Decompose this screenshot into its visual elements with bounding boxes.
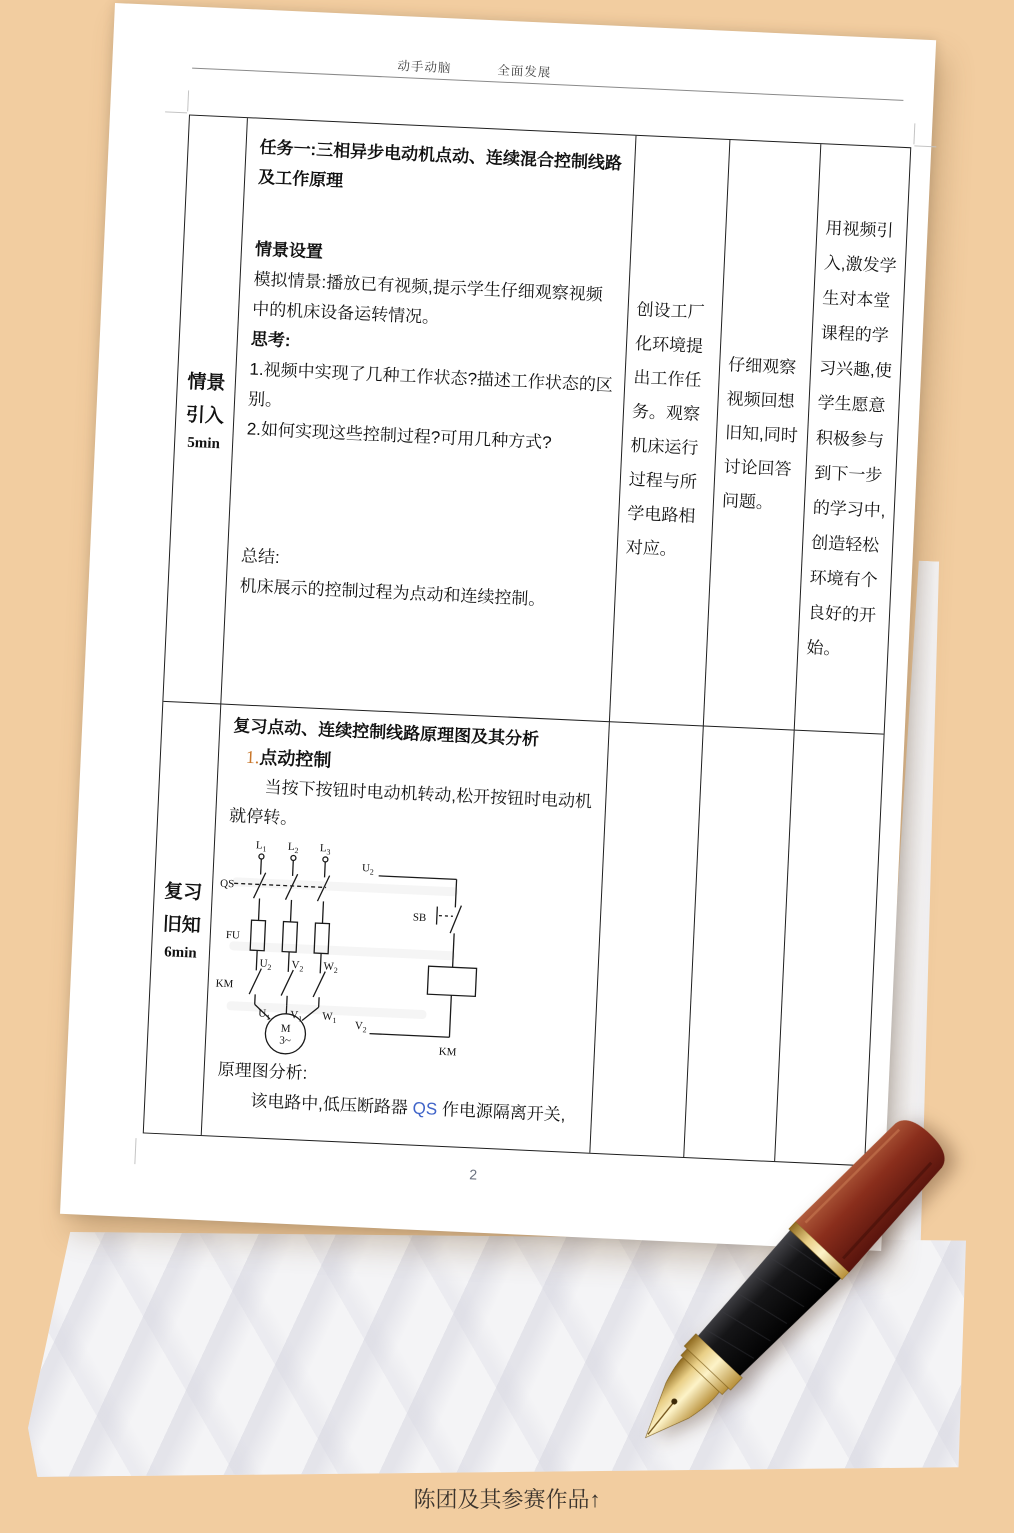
stage-label-text: 旧知 bbox=[162, 913, 202, 937]
svg-text:U2: $U_2$ bbox=[259, 957, 272, 973]
empty-cell bbox=[775, 731, 883, 1166]
review-heading: 复习点动、连续控制线路原理图及其分析 bbox=[232, 716, 540, 749]
document-page bbox=[60, 3, 936, 1251]
design-intent-text: 用视频引入,激发学生对本堂课程的学习兴趣,使学生愿意积极参与到下一步的学习中,创造轻松环境有个良好的开始。 bbox=[806, 217, 898, 659]
diagram-watermark bbox=[232, 877, 458, 896]
svg-text:KM: KM bbox=[438, 1045, 457, 1059]
svg-text:M: M bbox=[280, 1022, 291, 1036]
review-content-cell bbox=[202, 705, 610, 1153]
question-2: 2.如何实现这些控制过程?可用几种方式? bbox=[246, 419, 553, 453]
margin-crop-mark bbox=[914, 145, 936, 147]
svg-text:KM: KM bbox=[215, 977, 234, 991]
scene-setup-heading: 情景设置 bbox=[254, 239, 324, 262]
teaching-content-cell bbox=[221, 118, 636, 722]
task-title: 任务一:三相异步电动机点动、连续混合控制线路及工作原理 bbox=[257, 137, 623, 191]
svg-text:U2: $U_2$ bbox=[361, 862, 374, 877]
stage-label-text: 情景 bbox=[186, 371, 226, 395]
scene-setup-body: 模拟情景:播放已有视频,提示学生仔细观察视频中的机床设备运转情况。 bbox=[251, 269, 604, 328]
svg-text:V2: $V_2$ bbox=[354, 1019, 367, 1035]
summary-heading: 总结: bbox=[240, 546, 281, 568]
think-heading: 思考: bbox=[250, 329, 291, 351]
analysis-body: 该电路中,低压断路器 QS 作电源隔离开关, bbox=[249, 1091, 566, 1125]
svg-text:U1: $U_1$ bbox=[258, 1007, 271, 1023]
svg-text:L3: $L_3$ bbox=[319, 842, 331, 857]
summary-body: 机床展示的控制过程为点动和连续控制。 bbox=[239, 576, 546, 610]
teacher-activity-text: 创设工厂化环境提出工作任务。观察机床运行过程与所学电路相对应。 bbox=[625, 299, 705, 560]
stage-duration: 5min bbox=[186, 434, 221, 453]
page-header bbox=[192, 41, 905, 101]
circuit-diagram bbox=[210, 835, 492, 1065]
student-activity-text: 仔细观察视频回想旧知,同时讨论回答问题。 bbox=[721, 355, 799, 513]
svg-text:FU: FU bbox=[225, 928, 241, 942]
svg-text:SB: SB bbox=[412, 911, 427, 925]
stage-duration: 6min bbox=[163, 943, 198, 962]
margin-crop-mark bbox=[913, 123, 915, 144]
analysis-heading: 原理图分析: bbox=[217, 1059, 308, 1083]
svg-text:W2: $W_2$ bbox=[323, 960, 338, 976]
page-number: 2 bbox=[468, 1166, 478, 1183]
image-caption: 陈团及其参赛作品↑ bbox=[413, 1487, 601, 1512]
svg-text:3~: 3~ bbox=[279, 1034, 292, 1048]
stage-label-text: 引入 bbox=[185, 404, 225, 428]
lesson-plan-table bbox=[143, 114, 912, 1166]
jog-control-subheading: 1.点动控制 bbox=[245, 746, 332, 771]
svg-text:L1: $L_1$ bbox=[255, 839, 267, 854]
svg-text:QS: QS bbox=[219, 877, 235, 891]
header-motto-left: 动手动脑 bbox=[397, 58, 452, 76]
svg-text:V2: $V_2$ bbox=[291, 959, 304, 974]
qs-reference: QS bbox=[412, 1098, 438, 1119]
jog-control-description: 当按下按钮时电动机转动,松开按钮时电动机就停转。 bbox=[228, 777, 593, 829]
header-motto-right: 全面发展 bbox=[497, 63, 552, 80]
question-1: 1.视频中实现了几种工作状态?描述工作状态的区别。 bbox=[247, 359, 614, 410]
svg-text:L2: $L_2$ bbox=[287, 840, 299, 856]
margin-crop-mark bbox=[187, 90, 189, 111]
margin-crop-mark bbox=[165, 111, 187, 113]
stage-label-text: 复习 bbox=[163, 880, 203, 904]
svg-text:V1: $V_1$ bbox=[290, 1008, 303, 1024]
svg-text:W1: $W_1$ bbox=[321, 1010, 337, 1026]
